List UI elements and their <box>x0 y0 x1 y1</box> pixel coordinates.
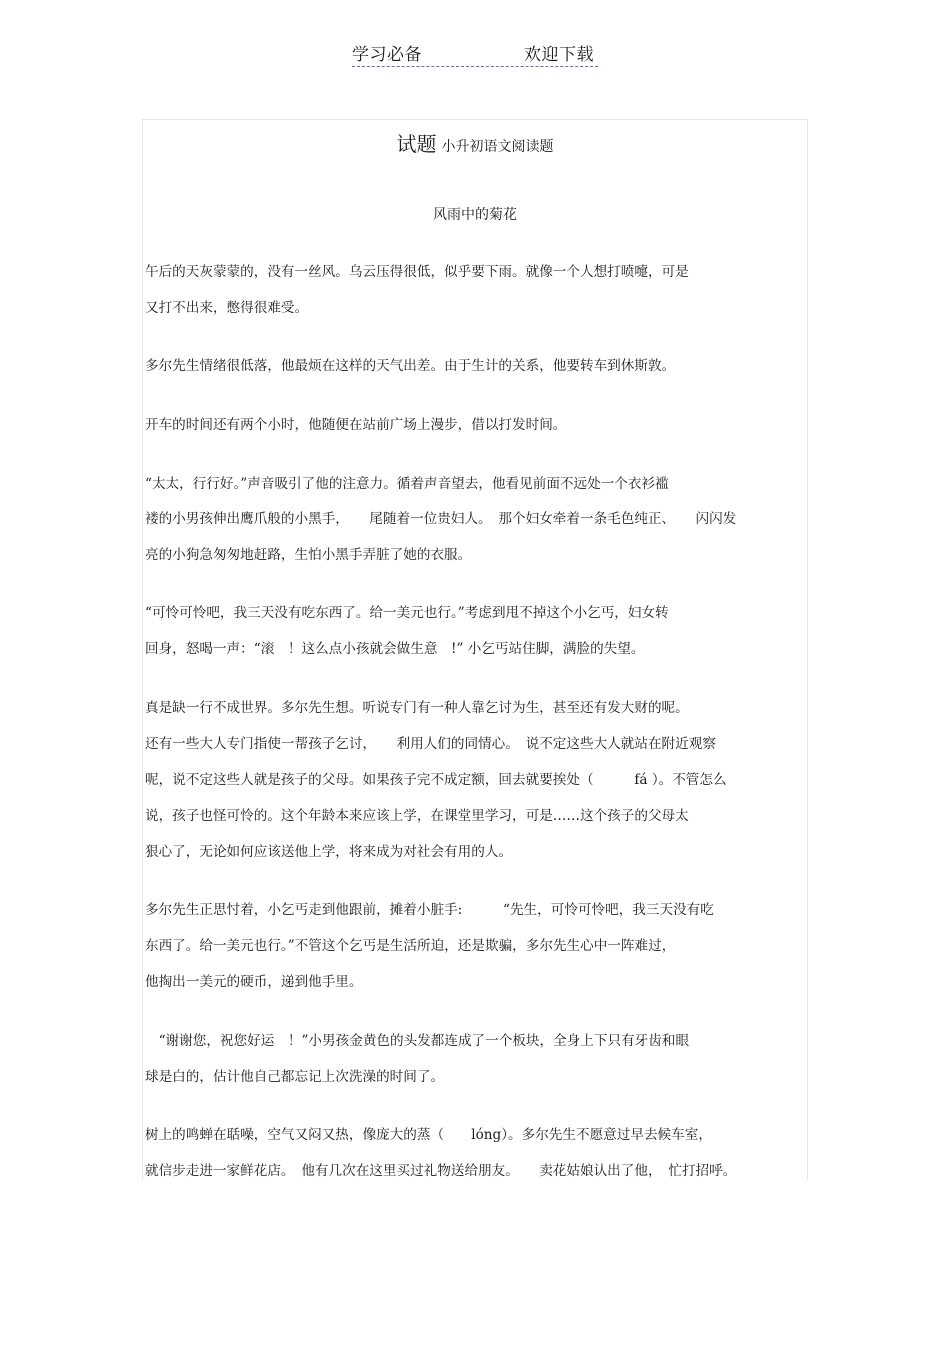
header-right-text: 欢迎下载 <box>524 45 594 65</box>
text-line: 东西了。给一美元也行。”不管这个乞丐是生活所迫，还是欺骗，多尔先生心中一阵难过， <box>145 938 676 954</box>
title-main: 试题 <box>396 132 437 156</box>
story-title: 风雨中的菊花 <box>433 207 517 223</box>
text-line: 午后的天灰蒙蒙的，没有一丝风。乌云压得很低，似乎要下雨。就像一个人想打喷嚏，可是 <box>145 264 689 280</box>
text-line: “谢谢您，祝您好运 ！”小男孩金黄色的头发都连成了一个板块，全身上下只有牙齿和眼 <box>145 1033 690 1049</box>
text-line: 树上的鸣蝉在聒噪，空气又闷又热，像庞大的蒸（ lóng）。多尔先生不愿意过早去候车室， <box>145 1127 712 1143</box>
text-line: 多尔先生正思忖着，小乞丐走到他跟前，摊着小脏手: “先生，可怜可怜吧，我三天没有吃 <box>145 902 714 918</box>
text-line: 球是白的，估计他自己都忘记上次洗澡的时间了。 <box>145 1069 445 1085</box>
document-body <box>142 119 808 1180</box>
header-left-text: 学习必备 <box>352 45 422 65</box>
text-line: 就信步走进一家鲜花店。 他有几次在这里买过礼物送给朋友。 卖花姑娘认出了他， 忙打招呼。 <box>145 1163 737 1179</box>
text-line: “可怜可怜吧，我三天没有吃东西了。给一美元也行。”考虑到甩不掉这个小乞丐，妇女转 <box>145 605 669 621</box>
text-line: 真是缺一行不成世界。多尔先生想。听说专门有一种人靠乞讨为生，甚至还有发大财的呢。 <box>145 700 689 716</box>
text-line: 亮的小狗急匆匆地赶路，生怕小黑手弄脏了她的衣服。 <box>145 547 472 563</box>
text-line: 又打不出来，憋得很难受。 <box>145 300 309 316</box>
text-line: 说，孩子也怪可怜的。这个年龄本来应该上学，在课堂里学习，可是……这个孩子的父母太 <box>145 808 689 824</box>
title-subtitle: 小升初语文阅读题 <box>441 139 554 155</box>
page-title <box>143 128 807 157</box>
text-line: 褛的小男孩伸出鹰爪般的小黑手， 尾随着一位贵妇人。 那个妇女牵着一条毛色纯正、 闪闪发 <box>145 511 737 527</box>
page-header <box>352 40 598 67</box>
text-line: 开车的时间还有两个小时，他随便在站前广场上漫步，借以打发时间。 <box>145 417 567 433</box>
text-line: 多尔先生情绪很低落，他最烦在这样的天气出差。由于生计的关系，他要转车到休斯敦。 <box>145 358 676 374</box>
text-line: 呢，说不定这些人就是孩子的父母。如果孩子完不成定额，回去就要挨处（ fá ）。不管怎么 <box>145 772 727 788</box>
text-line: 狠心了，无论如何应该送他上学，将来成为对社会有用的人。 <box>145 844 513 860</box>
text-line: 他掏出一美元的硬币，递到他手里。 <box>145 974 363 990</box>
text-line: 还有一些大人专门指使一帮孩子乞讨， 利用人们的同情心。 说不定这些大人就站在附近观察 <box>145 736 716 752</box>
text-line: 回身，怒喝一声：“滚 ！这么点小孩就会做生意 !” 小乞丐站住脚，满脸的失望。 <box>145 641 645 657</box>
text-line: “太太，行行好。”声音吸引了他的注意力。循着声音望去，他看见前面不远处一个衣衫褴 <box>145 476 669 492</box>
